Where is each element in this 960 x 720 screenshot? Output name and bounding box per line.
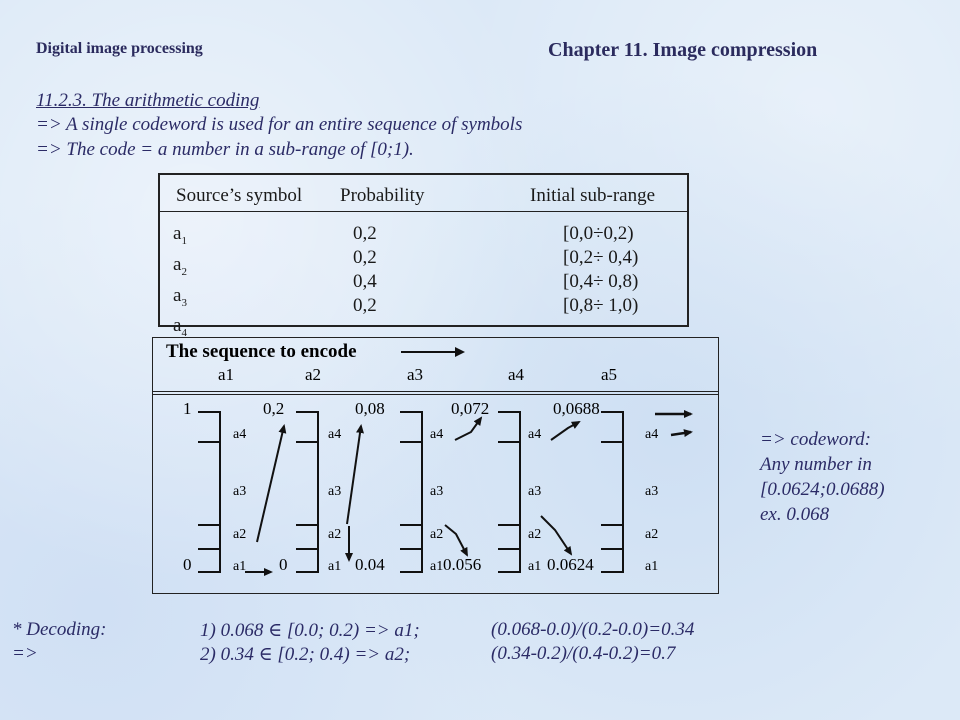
interval-diagram: [152, 391, 719, 594]
header-probability: Probability: [340, 185, 425, 206]
stage-label: a3: [233, 484, 247, 499]
probability-column: [353, 222, 377, 318]
stage-label: a1: [645, 559, 659, 574]
stage-top-value: 0,0688: [553, 399, 600, 418]
stage-label: a1: [233, 559, 247, 574]
range-cell: [0,4÷ 0,8): [563, 271, 639, 292]
decoding-arrow: =>: [12, 643, 38, 664]
decoding-step-2: 2) 0.34 ∈ [0.2; 0.4) => a2;: [200, 644, 411, 665]
stage-label: a2: [430, 527, 444, 542]
stage-bottom-value: 0: [279, 555, 288, 574]
stage-label: a1: [528, 559, 542, 574]
header-divider: [160, 211, 687, 212]
sequence-arrow-head: [455, 347, 465, 357]
stage-bottom-value: 0.0624: [547, 555, 594, 574]
symbol-column: [173, 222, 187, 345]
probability-cell: 0,4: [353, 271, 377, 292]
bullet-2: => The code = a number in a sub-range of [0;1).: [36, 139, 414, 160]
sequence-symbol: a5: [601, 365, 618, 384]
stage-bottom-value: 0.056: [443, 555, 482, 574]
codeword-note: [760, 427, 885, 527]
zoom-arrow: [445, 525, 467, 555]
stage-label: a4: [430, 427, 444, 442]
course-title: Digital image processing: [36, 40, 203, 57]
stage-label: a4: [645, 427, 659, 442]
range-cell: [0,8÷ 1,0): [563, 295, 639, 316]
interval-stage-1: [198, 412, 246, 574]
probability-cell: 0,2: [353, 295, 377, 316]
zoom-arrow: [347, 426, 361, 524]
stage-label: a4: [233, 427, 247, 442]
start-bottom-label: 0: [183, 555, 192, 574]
stage-label: a3: [528, 484, 542, 499]
stage-label: a2: [645, 527, 659, 542]
sequence-symbol: a1: [218, 365, 235, 384]
section-title: 11.2.3. The arithmetic coding: [36, 90, 260, 111]
codeword-line: ex. 0.068: [760, 504, 830, 525]
zoom-arrow: [551, 422, 579, 440]
symbol-cell: $a_3$: [173, 284, 187, 309]
interval-stage-4: [498, 412, 541, 574]
sequence-symbol: a3: [407, 365, 424, 384]
sequence-symbol: a4: [508, 365, 525, 384]
header-symbol: Source’s symbol: [176, 185, 303, 206]
range-cell: [0,2÷ 0,4): [563, 247, 639, 268]
interval-stage-5: [601, 412, 658, 574]
sequence-symbol: a2: [305, 365, 322, 384]
continue-arrow: [671, 432, 691, 435]
stage-bottom-value: 0.04: [355, 555, 385, 574]
stage-top-value: 0,2: [263, 399, 285, 418]
zoom-arrow: [541, 516, 571, 554]
zoom-arrow: [257, 426, 284, 542]
probability-cell: 0,2: [353, 223, 377, 244]
stage-label: a2: [328, 527, 342, 542]
symbol-table: [158, 173, 689, 340]
decoding-label: * Decoding:: [12, 619, 107, 640]
header-subrange: Initial sub-range: [530, 185, 656, 206]
symbol-cell: $a_4$: [173, 315, 187, 340]
probability-cell: 0,2: [353, 247, 377, 268]
stage-label: a2: [528, 527, 542, 542]
stage-label: a3: [645, 484, 659, 499]
range-column: [563, 222, 638, 318]
symbol-cell: $a_1$: [173, 223, 187, 247]
decoding-step-1: 1) 0.068 ∈ [0.0; 0.2) => a1;: [200, 620, 420, 641]
stage-label: a4: [528, 427, 542, 442]
start-top-label: 1: [183, 399, 192, 418]
stage-label: a3: [430, 484, 444, 499]
diagram-svg: [153, 392, 718, 593]
sequence-title: The sequence to encode: [166, 341, 357, 362]
zoom-arrow: [455, 418, 481, 440]
stage-top-value: 0,072: [451, 399, 490, 418]
stage-label: a2: [233, 527, 247, 542]
stage-label: a3: [328, 484, 342, 499]
stage-label: a4: [328, 427, 342, 442]
interval-stage-2: [296, 412, 341, 574]
interval-stage-3: [400, 412, 443, 574]
decoding-calc-1: (0.068-0.0)/(0.2-0.0)=0.34: [491, 619, 695, 640]
bullet-1: => A single codeword is used for an entire sequence of symbols: [36, 114, 523, 135]
stage-label: a1: [328, 559, 342, 574]
range-cell: [0,0÷0,2): [563, 223, 634, 244]
codeword-line: Any number in: [760, 454, 872, 475]
stage-top-value: 0,08: [355, 399, 385, 418]
sequence-svg: [153, 338, 718, 394]
codeword-line: [0.0624;0.0688): [760, 479, 885, 500]
sequence-box: [152, 337, 719, 395]
codeword-line: => codeword:: [760, 429, 871, 450]
decoding-calc-2: (0.34-0.2)/(0.4-0.2)=0.7: [491, 643, 676, 664]
chapter-title: Chapter 11. Image compression: [548, 39, 818, 61]
symbol-cell: $a_2$: [173, 253, 187, 278]
stage-label: a1: [430, 559, 444, 574]
